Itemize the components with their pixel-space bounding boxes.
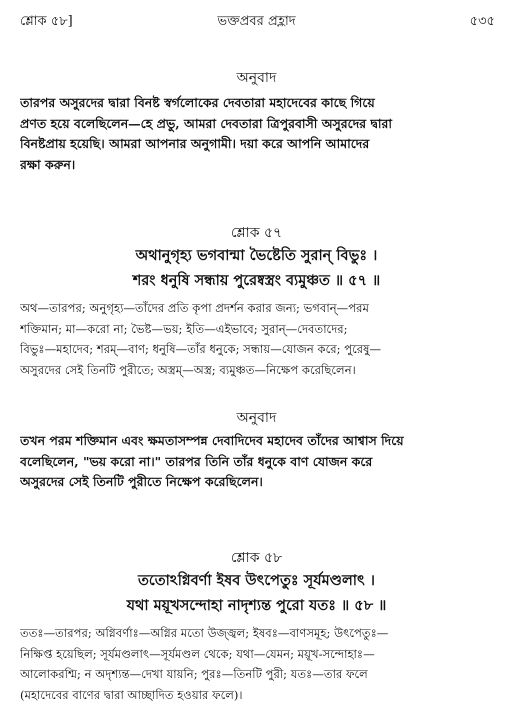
verse-58-heading: শ্লোক ৫৮ bbox=[230, 550, 283, 566]
translation-heading: অনুবাদ bbox=[236, 70, 277, 86]
verse-58-line-1: ততোঽগ্নিবর্ণা ইষব উৎপেতুঃ সূর্যমণ্ডলাৎ । bbox=[138, 572, 375, 589]
text-line: অসুরদের সেই তিনটি পুরীতে নিক্ষেপ করেছিলেন। bbox=[20, 474, 263, 489]
verse-57-translation bbox=[20, 431, 498, 493]
header-chapter-ref: শ্লোক ৫৮] bbox=[20, 14, 73, 29]
verse-57-heading: শ্লোক ৫৭ bbox=[230, 225, 283, 241]
synonym-line: বিভুঃ—মহাদেব; শরম্—বাণ; ধনুষি—তাঁর ধনুকে; সন্ধায়—যোজন করে; পুরেষু— bbox=[20, 342, 382, 356]
text-line: রক্ষা করুন। bbox=[20, 156, 76, 172]
text-line: তখন পরম শক্তিমান এবং ক্ষমতাসম্পন্ন দেবাদিদেব মহাদেব তাঁদের আশ্বাস দিয়ে bbox=[20, 433, 404, 448]
translation-paragraph bbox=[20, 93, 498, 175]
synonym-line: ততঃ—তারপর; অগ্নিবর্ণাঃ—অগ্নির মতো উজ্জ্বল; ইষবঃ—বাণসমূহ; উৎপেতুঃ— bbox=[20, 626, 389, 640]
verse-57-synonyms bbox=[20, 298, 498, 380]
verse-58-synonyms bbox=[20, 623, 498, 705]
verse-57-line-2: শরং ধনুষি সন্ধায় পুরেষ্বস্ত্রং ব্যমুঞ্চত ॥ ৫৭ ॥ bbox=[132, 272, 381, 289]
verse-58-line-2: যথা ময়ূখসন্দোহা নাদৃশ্যন্ত পুরো যতঃ ॥ ৫৮ ॥ bbox=[126, 597, 387, 614]
text-line: তারপর অসুরদের দ্বারা বিনষ্ট স্বর্গলোকের দেবতারা মহাদেবের কাছে গিয়ে bbox=[20, 95, 375, 110]
text-line: বলেছিলেন, "ভয় করো না।" তারপর তিনি তাঁর ধনুকে বাণ যোজন করে bbox=[20, 453, 373, 469]
synonym-line: অসুরদের সেই তিনটি পুরীতে; অস্ত্রম্—অস্ত্র; ব্যমুঞ্চত—নিক্ষেপ করেছিলেন। bbox=[20, 362, 356, 377]
synonym-line: নিক্ষিপ্ত হয়েছিল; সূর্যমণ্ডলাৎ—সূর্যমণ্ডল থেকে; যথা—যেমন; ময়ূখ-সন্দোহাঃ— bbox=[20, 646, 375, 661]
text-line: বিনষ্টপ্রায় হয়েছি। আমরা আপনার অনুগামী। দয়া করে আপনি আমাদের bbox=[20, 136, 370, 151]
verse-57-translation-heading: অনুবাদ bbox=[236, 410, 277, 426]
verse-57-line-1: অথানুগৃহ্য ভগবান্মা ভৈষ্টেতি সুরান্ বিভুঃ । bbox=[135, 247, 378, 264]
synonym-line: শক্তিমান; মা—করো না; ভৈষ্ট—ভয়; ইতি—এইভাবে; সুরান্—দেবতাদের; bbox=[20, 321, 348, 336]
synonym-line: আলোকরশ্মি; ন অদৃশ্যন্ত—দেখা যায়নি; পুরঃ—তিনটি পুরী; যতঃ—তার ফলে bbox=[20, 667, 368, 681]
header-title: ভক্তপ্রবর প্রহ্লাদ bbox=[217, 14, 296, 29]
synonym-line: (মহাদেবের বাণের দ্বারা আচ্ছাদিত হওয়ার ফলে)। bbox=[20, 687, 243, 702]
synonym-line: অথ—তারপর; অনুগৃহ্য—তাঁদের প্রতি কৃপা প্রদর্শন করার জন্য; ভগবান্—পরম bbox=[20, 301, 369, 315]
header-page-number: ৫৩৫ bbox=[469, 14, 495, 29]
text-line: প্রণত হয়ে বলেছিলেন—হে প্রভু, আমরা দেবতারা ত্রিপুরবাসী অসুরদের দ্বারা bbox=[20, 115, 393, 131]
